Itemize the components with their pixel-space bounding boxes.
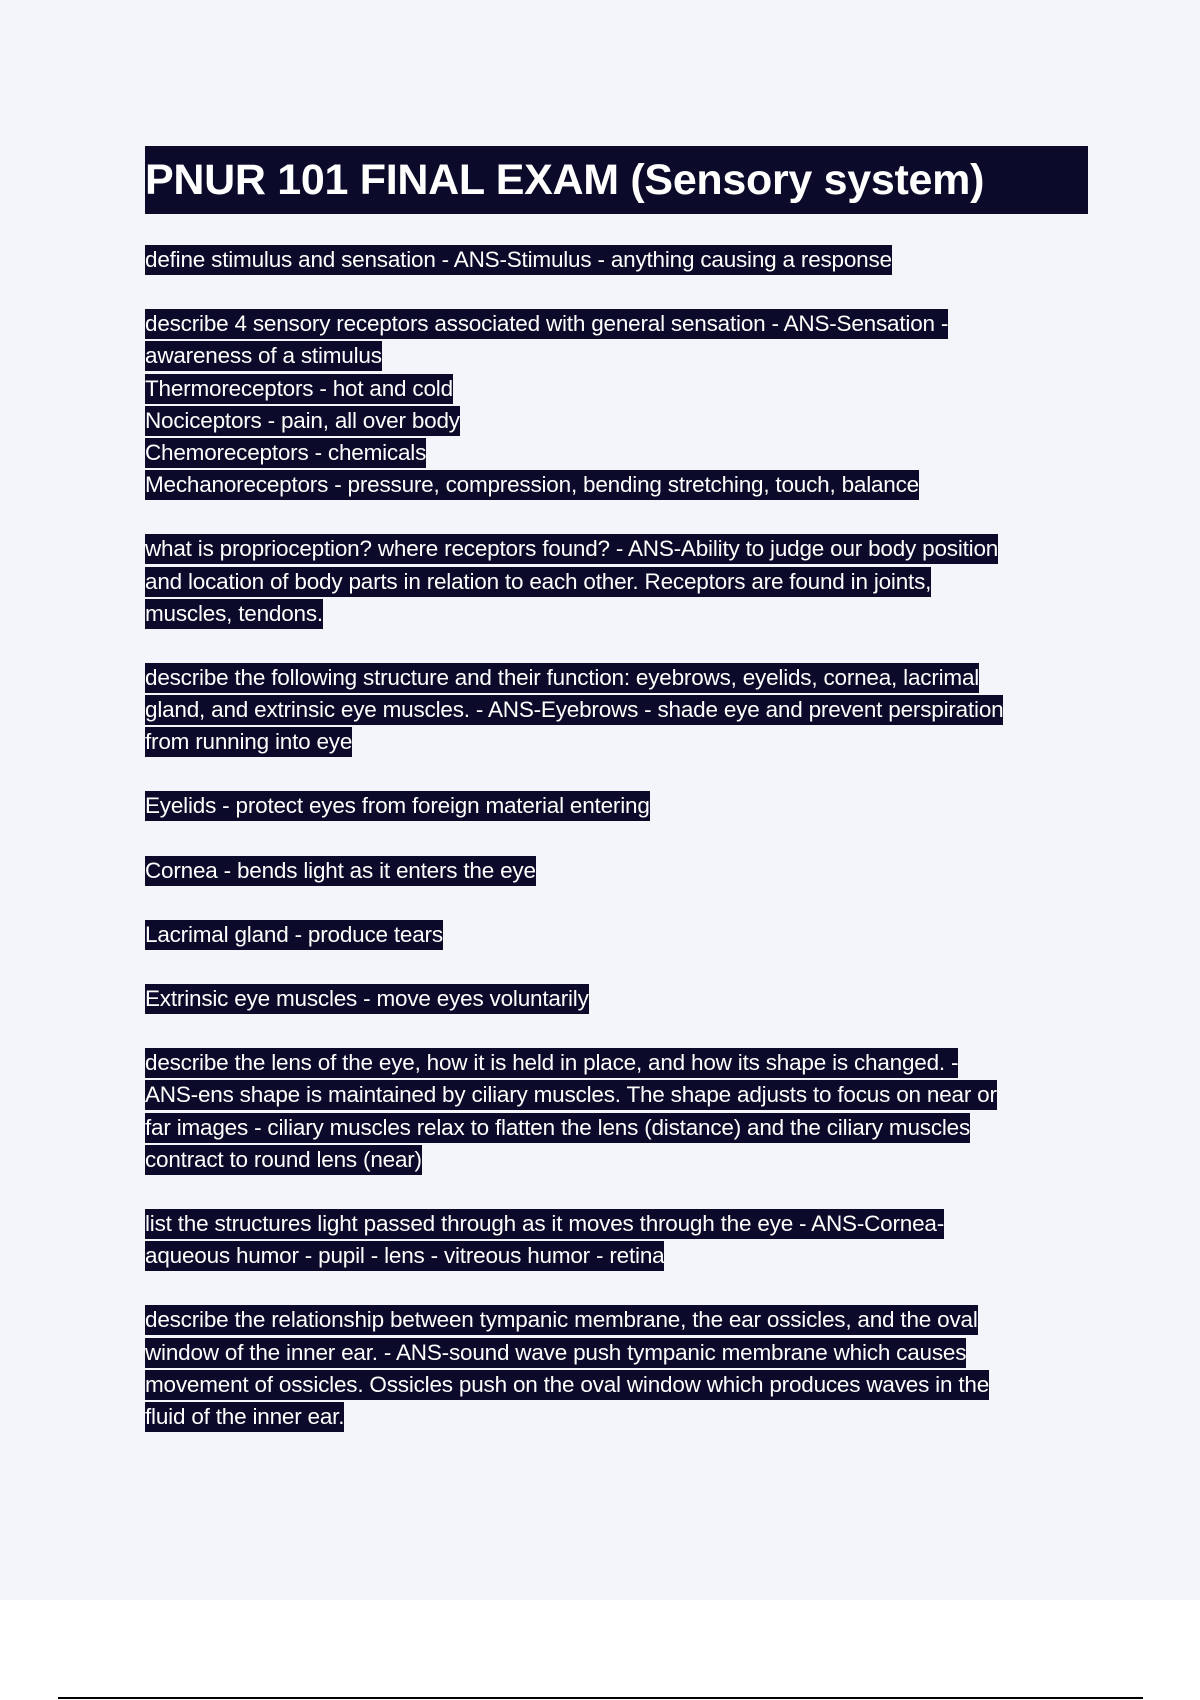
qa-block-ear <box>145 1304 1090 1433</box>
text-line: define stimulus and sensation - ANS-Stimulus - anything causing a response <box>145 245 892 275</box>
text-line: muscles, tendons. <box>145 599 323 629</box>
text-line: fluid of the inner ear. <box>145 1402 344 1432</box>
qa-block-cornea <box>145 855 1090 887</box>
qa-block-extrinsic <box>145 983 1090 1015</box>
text-line: Mechanoreceptors - pressure, compression, bending stretching, touch, balance <box>145 470 919 500</box>
qa-block-stimulus <box>145 244 1090 276</box>
text-line: describe the lens of the eye, how it is held in place, and how its shape is changed. - <box>145 1048 958 1078</box>
qa-block-eye-structures <box>145 662 1090 759</box>
text-line: movement of ossicles. Ossicles push on the oval window which produces waves in the <box>145 1370 989 1400</box>
text-line: window of the inner ear. - ANS-sound wave push tympanic membrane which causes <box>145 1338 966 1368</box>
footer-divider <box>58 1697 1143 1699</box>
text-line: describe 4 sensory receptors associated with general sensation - ANS-Sensation - <box>145 309 948 339</box>
text-line: Nociceptors - pain, all over body <box>145 406 460 436</box>
text-line: describe the following structure and their function: eyebrows, eyelids, cornea, lacrimal <box>145 663 979 693</box>
text-line: awareness of a stimulus <box>145 341 382 371</box>
text-line: list the structures light passed through as it moves through the eye - ANS-Cornea- <box>145 1209 944 1239</box>
text-line: Chemoreceptors - chemicals <box>145 438 426 468</box>
text-line: Thermoreceptors - hot and cold <box>145 374 453 404</box>
document-title-bar <box>145 146 1088 214</box>
qa-block-sensory-receptors <box>145 308 1090 501</box>
text-line: Extrinsic eye muscles - move eyes voluntarily <box>145 984 589 1014</box>
qa-block-lacrimal <box>145 919 1090 951</box>
document-title: PNUR 101 FINAL EXAM (Sensory system) <box>145 155 985 204</box>
text-line: contract to round lens (near) <box>145 1145 422 1175</box>
text-line: from running into eye <box>145 727 352 757</box>
text-line: Cornea - bends light as it enters the eye <box>145 856 536 886</box>
text-line: aqueous humor - pupil - lens - vitreous humor - retina <box>145 1241 664 1271</box>
qa-block-lens <box>145 1047 1090 1176</box>
text-line: far images - ciliary muscles relax to flatten the lens (distance) and the ciliary muscles <box>145 1113 970 1143</box>
text-line: ANS-ens shape is maintained by ciliary muscles. The shape adjusts to focus on near or <box>145 1080 997 1110</box>
document-content <box>145 146 1090 1465</box>
qa-block-eyelids <box>145 790 1090 822</box>
qa-block-light-path <box>145 1208 1090 1272</box>
text-line: what is proprioception? where receptors found? - ANS-Ability to judge our body position <box>145 534 998 564</box>
text-line: describe the relationship between tympanic membrane, the ear ossicles, and the oval <box>145 1305 978 1335</box>
text-line: Lacrimal gland - produce tears <box>145 920 443 950</box>
text-line: gland, and extrinsic eye muscles. - ANS-Eyebrows - shade eye and prevent perspiration <box>145 695 1003 725</box>
qa-block-proprioception <box>145 533 1090 630</box>
text-line: Eyelids - protect eyes from foreign material entering <box>145 791 650 821</box>
text-line: and location of body parts in relation to each other. Receptors are found in joints, <box>145 567 931 597</box>
